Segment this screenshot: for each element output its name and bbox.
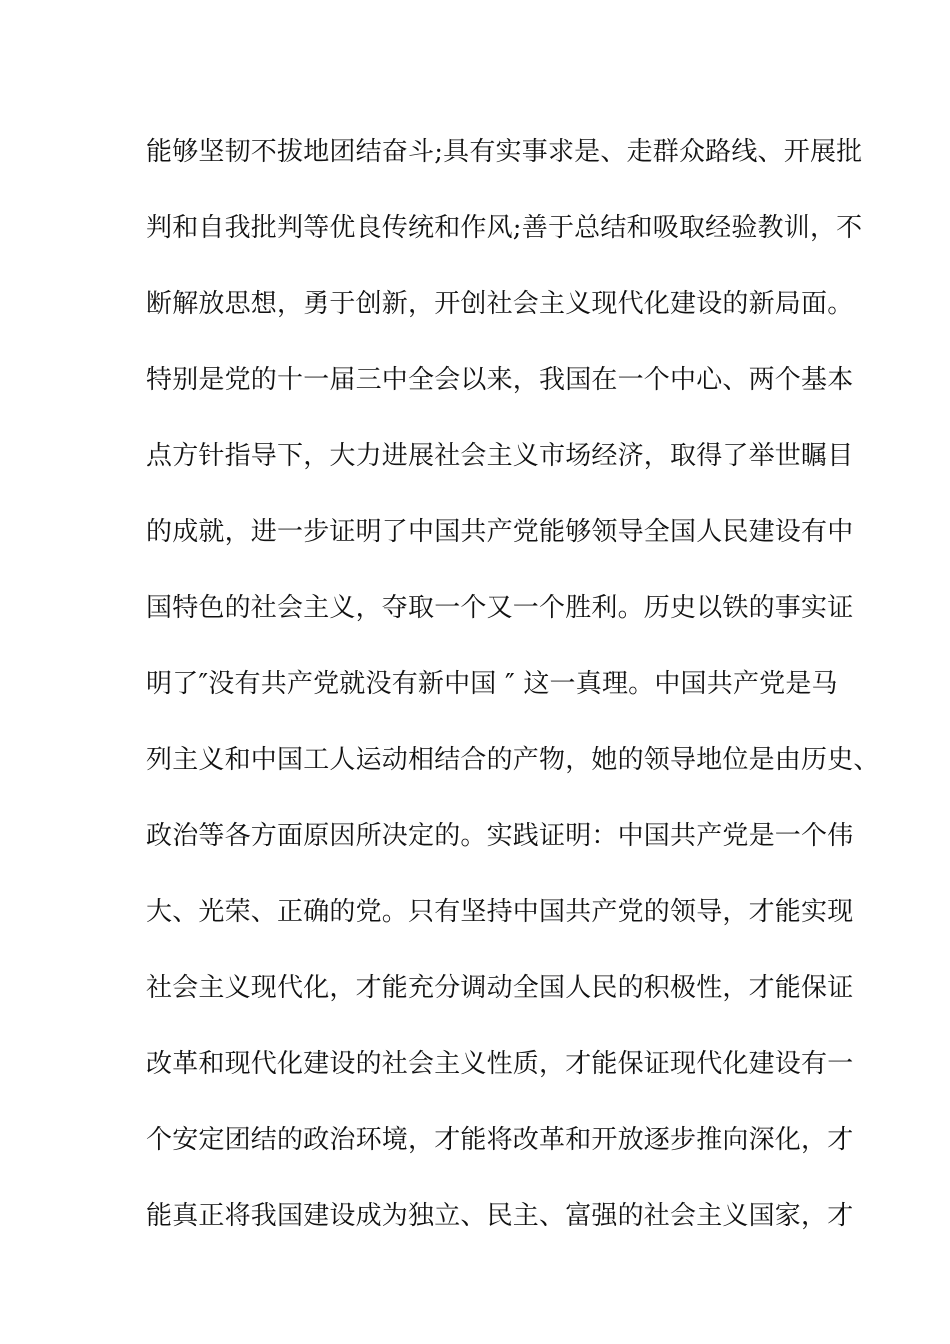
text-line: 能真正将我国建设成为独立、民主、富强的社会主义国家，才 xyxy=(146,1201,854,1231)
text-line: 明了″没有共产党就没有新中国 ″ 这一真理。中国共产党是马 xyxy=(146,669,838,699)
text-line: 个安定团结的政治环境，才能将改革和开放逐步推向深化，才 xyxy=(146,1125,854,1155)
text-line: 国特色的社会主义，夺取一个又一个胜利。历史以铁的事实证 xyxy=(146,593,854,623)
text-line: 判和自我批判等优良传统和作风;善于总结和吸取经验教训，不 xyxy=(146,213,863,243)
text-line: 点方针指导下，大力进展社会主义市场经济，取得了举世瞩目 xyxy=(146,441,854,471)
text-line: 政治等各方面原因所决定的。实践证明：中国共产党是一个伟 xyxy=(146,821,854,851)
text-line: 断解放思想，勇于创新，开创社会主义现代化建设的新局面。 xyxy=(146,289,854,319)
text-line: 能够坚韧不拔地团结奋斗;具有实事求是、走群众路线、开展批 xyxy=(146,137,863,167)
text-line: 社会主义现代化，才能充分调动全国人民的积极性，才能保证 xyxy=(146,973,854,1003)
text-line: 列主义和中国工人运动相结合的产物，她的领导地位是由历史、 xyxy=(146,745,880,775)
text-line: 特别是党的十一届三中全会以来，我国在一个中心、两个基本 xyxy=(146,365,854,395)
text-line: 大、光荣、正确的党。只有坚持中国共产党的领导，才能实现 xyxy=(146,897,854,927)
body-text xyxy=(146,132,880,1272)
text-line: 改革和现代化建设的社会主义性质，才能保证现代化建设有一 xyxy=(146,1049,854,1079)
text-line: 的成就，进一步证明了中国共产党能够领导全国人民建设有中 xyxy=(146,517,854,547)
